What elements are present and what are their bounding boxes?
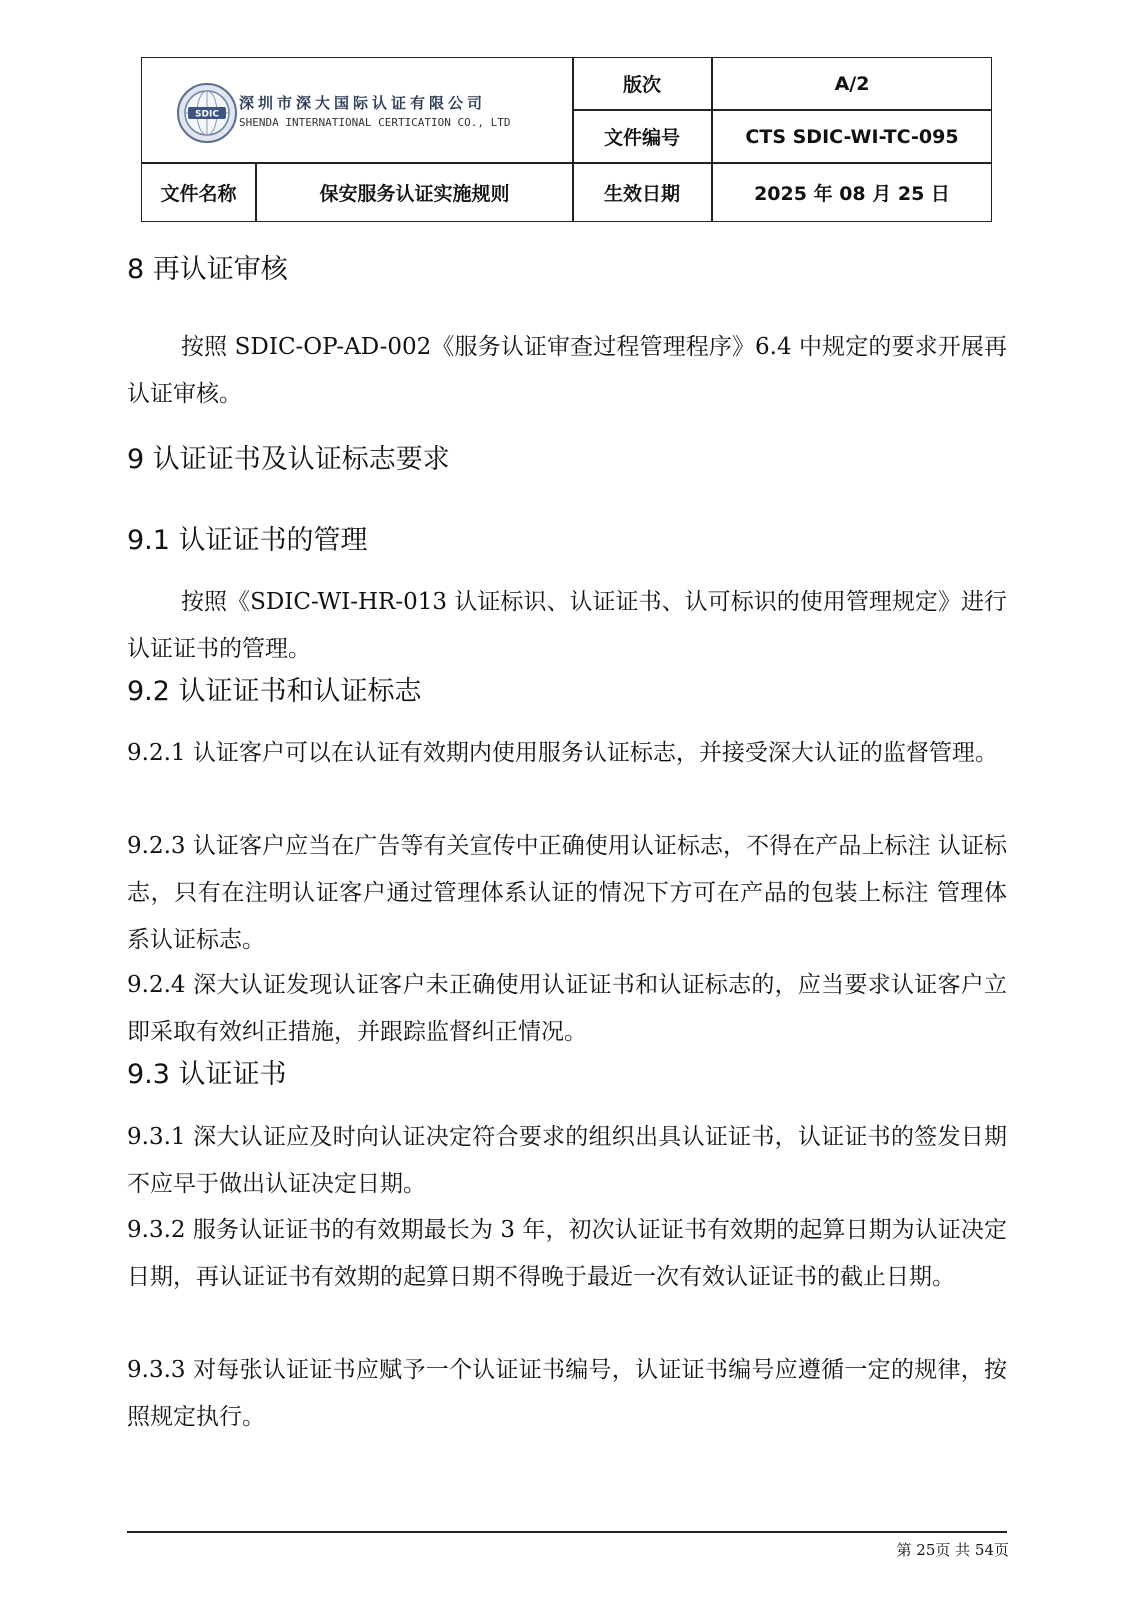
clause-9-2-1: 9.2.1 认证客户可以在认证有效期内使用服务认证标志，并接受深大认证的监督管理。	[127, 740, 998, 766]
clause-9-3-1: 9.3.1 深大认证应及时向认证决定符合要求的组织出具认证证书，认证证书的签发日期不应早于做出认证决定日期。	[127, 1124, 1007, 1197]
company-logo-area	[142, 58, 585, 165]
section-8-paragraph: 按照 SDIC-OP-AD-002《服务认证审查过程管理程序》6.4 中规定的要求开展再认证审核。	[127, 334, 1007, 407]
section-9-heading: 9 认证证书及认证标志要求	[127, 444, 450, 475]
section-9-1-heading: 9.1 认证证书的管理	[127, 525, 368, 556]
document-header-table	[141, 57, 992, 222]
section-9-2-heading: 9.2 认证证书和认证标志	[127, 676, 422, 707]
docno-label: 文件编号	[603, 127, 680, 149]
effective-date-label: 生效日期	[603, 183, 680, 205]
clause-9-3-2: 9.3.2 服务认证证书的有效期最长为 3 年，初次认证证书有效期的起算日期为认证决定日期，再认证证书有效期的起算日期不得晚于最近一次有效认证证书的截止日期。	[127, 1217, 1007, 1290]
page-number: 第 25页 共 54页	[896, 1541, 1009, 1559]
section-9-3-heading: 9.3 认证证书	[127, 1059, 287, 1090]
clause-9-2-3: 9.2.3 认证客户应当在广告等有关宣传中正确使用认证标志，不得在产品上标注 认证标志，只有在注明认证客户通过管理体系认证的情况下方可在产品的包装上标注 管理体系认证标志。	[127, 833, 1007, 953]
section-8-heading: 8 再认证审核	[127, 254, 288, 285]
clause-9-3-3: 9.3.3 对每张认证证书应赋予一个认证证书编号，认证证书编号应遵循一定的规律，按照规定执行。	[127, 1357, 1007, 1430]
docno-value: CTS SDIC-WI-TC-095	[745, 125, 959, 148]
effective-date-value: 2025 年 08 月 25 日	[754, 183, 950, 205]
company-name-cn: 深圳市深大国际认证有限公司	[239, 94, 487, 112]
filename-value: 保安服务认证实施规则	[319, 183, 510, 205]
clause-9-2-4: 9.2.4 深大认证发现认证客户未正确使用认证证书和认证标志的，应当要求认证客户立即采取有效纠正措施，并跟踪监督纠正情况。	[127, 972, 1007, 1045]
logo-text: SDIC	[195, 109, 219, 120]
globe-logo-icon	[176, 82, 238, 144]
section-9-1-paragraph: 按照《SDIC-WI-HR-013 认证标识、认证证书、认可标识的使用管理规定》进行认证证书的管理。	[127, 589, 1007, 662]
company-name-en: SHENDA INTERNATIONAL CERTICATION CO., LTD	[239, 116, 511, 129]
version-label: 版次	[622, 74, 661, 96]
filename-label: 文件名称	[160, 183, 237, 205]
version-value: A/2	[834, 72, 870, 95]
footer-divider	[127, 1531, 1007, 1533]
